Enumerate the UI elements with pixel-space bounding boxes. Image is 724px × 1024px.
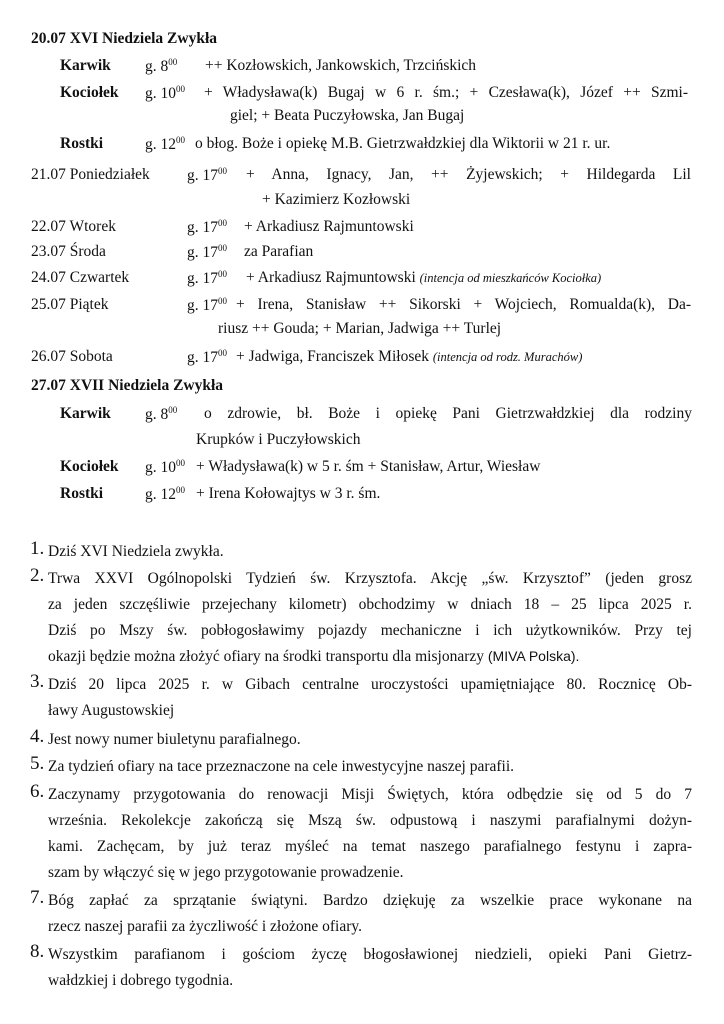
announcement-number: 5.	[30, 753, 45, 774]
announcement-number: 2.	[30, 565, 45, 586]
intention-cont: Krupków i Puczyłowskich	[196, 431, 361, 448]
announcement-line: Za tydzień ofiary na tace przeznaczone na cele inwestycyjne naszej parafii.	[48, 758, 515, 775]
announcement-line: Trwa XXVI Ogólnopolski Tydzień św. Krzysztofa. Akcję „św. Krzysztof” (jeden grosz	[48, 570, 692, 587]
intention: za Parafian	[244, 243, 314, 260]
intention: + Arkadiusz Rajmuntowski (intencja od mieszkańców Kociołka)	[246, 269, 602, 286]
intention-cont: riusz ++ Gouda; + Marian, Jadwiga ++ Turlej	[218, 320, 502, 337]
place-rostki: Rostki	[60, 135, 104, 152]
intention: + Władysława(k) Bugaj w 6 r. śm.; + Czesława(k), Józef ++ Szmi-	[204, 84, 688, 101]
announcement-line: ławy Augustowskiej	[48, 702, 175, 719]
announcement-number: 1.	[30, 538, 45, 559]
announcement-line: rzecz naszej parafii za życzliwość i złożone ofiary.	[48, 918, 362, 935]
announcement-number: 7.	[30, 887, 45, 908]
mass-time: g. $8^{00}$	[145, 57, 178, 75]
day-friday: 25.07 Piątek	[31, 296, 109, 313]
miva-polska: (MIVA Polska).	[487, 648, 580, 664]
announcement-line: Zaczynamy przygotowania do renowacji Misji Świętych, która odbędzie się od 5 do 7	[48, 786, 692, 803]
mass-time: g. $12^{00}$	[145, 135, 185, 153]
place-rostki: Rostki	[60, 485, 104, 502]
intention: ++ Kozłowskich, Jankowskich, Trzcińskich	[205, 57, 477, 74]
place-kociolek: Kociołek	[60, 458, 119, 475]
announcement-line: szam by włączyć się w jego przygotowanie prowadzenie.	[48, 864, 404, 881]
mass-time: g. $17^{00}$	[187, 296, 227, 314]
intention: + Irena Kołowajtys w 3 r. śm.	[196, 485, 381, 502]
intention: o błog. Boże i opiekę M.B. Gietrzwałdzkiej dla Wiktorii w 21 r. ur.	[195, 135, 611, 152]
place-kociolek: Kociołek	[60, 84, 119, 101]
announcement-line: września. Rekolekcje zakończą się Mszą św. odpustową i naszymi parafialnymi dożyn-	[48, 812, 692, 829]
day-monday: 21.07 Poniedziałek	[31, 166, 150, 183]
intention: + Irena, Stanisław ++ Sikorski + Wojciech, Romualda(k), Da-	[236, 296, 691, 313]
day-wednesday: 23.07 Środa	[31, 243, 106, 260]
mass-time: g. $17^{00}$	[187, 348, 227, 366]
intention-note: (intencja od rodz. Murachów)	[432, 350, 583, 364]
mass-time: g. $10^{00}$	[145, 458, 185, 476]
intention: + Władysława(k) w 5 r. śm + Stanisław, Artur, Wiesław	[196, 458, 541, 475]
announcement-line: kami. Zachęcam, by już teraz myśleć na temat naszego parafialnego festynu i zapra-	[48, 838, 692, 855]
sunday-2-header: 27.07 XVII Niedziela Zwykła	[31, 377, 224, 394]
place-karwik: Karwik	[60, 405, 111, 422]
announcement-line: wałdzkiej i dobrego tygodnia.	[48, 972, 234, 989]
intention-cont: + Kazimierz Kozłowski	[262, 191, 411, 208]
intention: o zdrowie, bł. Boże i opiekę Pani Gietrzwałdzkiej dla rodziny	[204, 405, 692, 422]
intention-cont: giel; + Beata Puczyłowska, Jan Bugaj	[230, 107, 465, 124]
intention-note: (intencja od mieszkańców Kociołka)	[419, 271, 602, 285]
day-tuesday: 22.07 Wtorek	[31, 218, 116, 235]
mass-time: g. $10^{00}$	[145, 84, 185, 102]
mass-time: g. $17^{00}$	[187, 243, 227, 261]
day-thursday: 24.07 Czwartek	[31, 269, 130, 286]
mass-time: g. $8^{00}$	[145, 405, 178, 423]
place-karwik: Karwik	[60, 57, 111, 74]
mass-time: g. $17^{00}$	[187, 269, 227, 287]
announcement-line: Dziś XVI Niedziela zwykła.	[48, 543, 224, 560]
intention: + Jadwiga, Franciszek Miłosek (intencja od rodz. Murachów)	[236, 348, 583, 365]
intention: + Anna, Ignacy, Jan, ++ Żyjewskich; + Hildegarda Lil	[246, 166, 691, 183]
mass-time: g. $17^{00}$	[187, 218, 227, 236]
announcement-line: Jest nowy numer biuletynu parafialnego.	[48, 731, 301, 748]
announcement-number: 3.	[30, 671, 45, 692]
announcement-line: za jeden szczęśliwie przejechany kilometr) obchodzimy w dniach 18 – 25 lipca 2025 r.	[48, 596, 692, 613]
announcement-number: 4.	[30, 726, 45, 747]
intention: + Arkadiusz Rajmuntowski	[244, 218, 414, 235]
mass-time: g. $17^{00}$	[187, 166, 227, 184]
announcement-number: 8.	[30, 941, 45, 962]
announcement-line: Dziś 20 lipca 2025 r. w Gibach centralne uroczystości upamiętniające 80. Rocznicę Ob-	[48, 676, 692, 693]
sunday-1-header: 20.07 XVI Niedziela Zwykła	[31, 30, 217, 47]
mass-time: g. $12^{00}$	[145, 485, 185, 503]
announcement-line: Dziś po Mszy św. pobłogosławimy pojazdy mechaniczne i ich użytkowników. Przy tej	[48, 622, 692, 639]
day-saturday: 26.07 Sobota	[31, 348, 113, 365]
announcement-line: Bóg zapłać za sprzątanie świątyni. Bardzo dziękuję za wszelkie prace wykonane na	[48, 892, 692, 909]
announcement-line: Wszystkim parafianom i gościom życzę błogosławionej niedzieli, opieki Pani Gietrz-	[48, 946, 692, 963]
announcement-number: 6.	[30, 781, 45, 802]
announcement-line: okazji będzie można złożyć ofiary na środki transportu dla misjonarzy (MIVA Polska).	[48, 648, 580, 665]
